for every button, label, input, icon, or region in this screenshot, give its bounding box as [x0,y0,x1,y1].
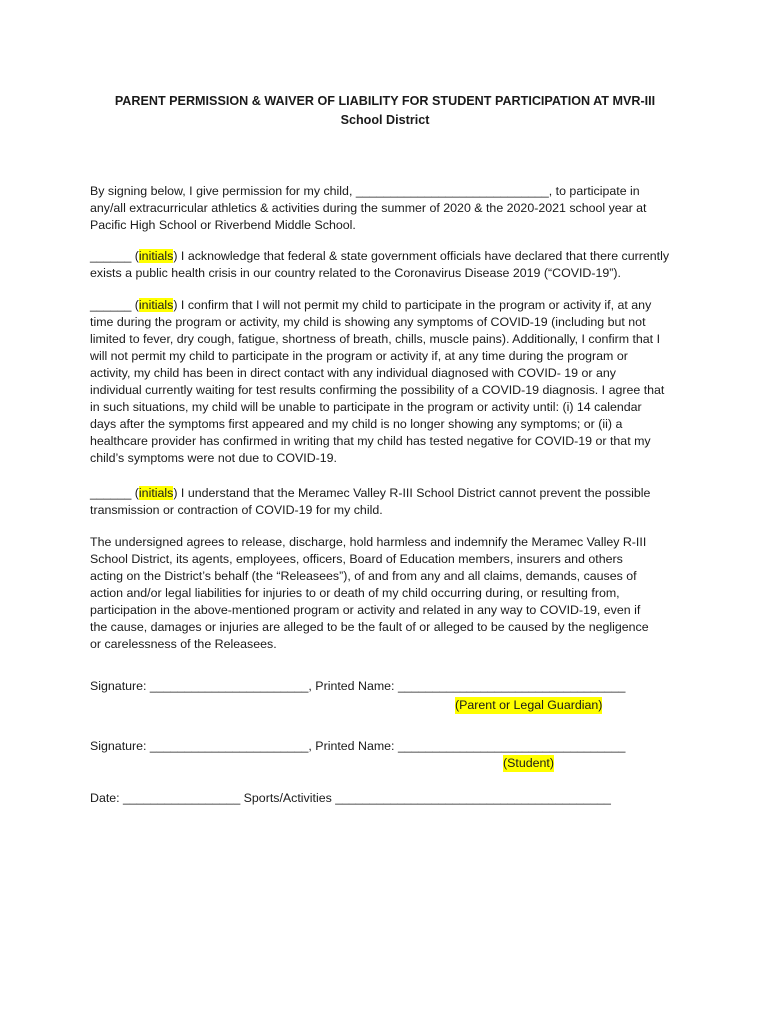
release-line: acting on the District’s behalf (the “Releasees”), of and from any and all claims, demands, causes of [90,569,637,583]
release-line: The undersigned agrees to release, discharge, hold harmless and indemnify the Meramec Valley R-III [90,535,647,549]
initials-blank[interactable]: ______ ( [90,298,139,312]
ack3-text: ) I understand that the Meramec Valley R-III School District cannot prevent the possible [173,486,651,500]
parent-guardian-label: (Parent or Legal Guardian) [455,698,603,712]
ack2-line: will not permit my child to participate in the program or activity if, at any time during the program or [90,349,628,363]
acknowledgement-2 [90,297,690,467]
ack2-line: individual currently waiting for test results confirming the possibility of a COVID-19 diagnosis. I agree that [90,383,665,397]
ack3-first-line [90,485,690,502]
intro-line: Pacific High School or Riverbend Middle School. [90,218,356,232]
ack2-line: child’s symptoms were not due to COVID-19. [90,451,337,465]
ack2-text: ) I confirm that I will not permit my child to participate in the program or activity if, at any [173,298,652,312]
ack2-line: in such situations, my child will be unable to participate in the program or activity until: (i) 14 calendar [90,400,642,414]
ack2-first-line [90,297,690,314]
ack2-line: activity, my child has been in direct contact with any individual diagnosed with COVID- 19 or any [90,366,616,380]
intro-line: any/all extracurricular athletics & activities during the summer of 2020 & the 2020-2021 school year at [90,201,647,215]
initials-highlight: initials [138,298,174,312]
intro-line: By signing below, I give permission for my child, ____________________________, to participate in [90,184,640,198]
initials-highlight: initials [138,249,174,263]
release-line: or carelessness of the Releasees. [90,637,277,651]
date-activities-row[interactable]: Date: _________________ Sports/Activities ________________________________________ [90,791,611,805]
signature-row-student[interactable]: Signature: _______________________, Printed Name: _________________________________ [90,739,626,753]
release-paragraph [90,534,690,653]
acknowledgement-1 [90,248,690,282]
ack1-text: ) I acknowledge that federal & state government officials have declared that there currently [173,249,670,263]
title-line-2: School District [340,113,430,127]
document-title [60,92,710,130]
initials-blank[interactable]: ______ ( [90,249,139,263]
release-line: participation in the above-mentioned program or activity and related in any way to COVID-19, even if [90,603,641,617]
ack2-line: healthcare provider has confirmed in writing that my child has tested negative for COVID-19 or that my [90,434,651,448]
acknowledgement-3 [90,485,690,519]
ack2-line: days after the symptoms first appeared and my child is no longer showing any symptoms; or (ii) a [90,417,623,431]
release-line: action and/or legal liabilities for injuries to or death of my child occurring during, or resulting from, [90,586,620,600]
intro-paragraph [90,183,690,234]
ack2-line: time during the program or activity, my child is showing any symptoms of COVID-19 (including but not [90,315,646,329]
ack3-line: transmission or contraction of COVID-19 for my child. [90,503,383,517]
signature-row-parent[interactable]: Signature: _______________________, Printed Name: _________________________________ [90,679,626,693]
initials-highlight: initials [138,486,174,500]
student-label: (Student) [503,756,554,770]
ack1-first-line [90,248,690,265]
ack2-line: limited to fever, dry cough, fatigue, shortness of breath, chills, muscle pains). Additionally, I confirm that I [90,332,661,346]
release-line: School District, its agents, employees, officers, Board of Education members, insurers and others [90,552,623,566]
initials-blank[interactable]: ______ ( [90,486,139,500]
release-line: the cause, damages or injuries are alleged to be the fault of or alleged to be caused by the negligence [90,620,649,634]
ack1-line: exists a public health crisis in our country related to the Coronavirus Disease 2019 (“COVID-19”). [90,266,621,280]
title-line-1: PARENT PERMISSION & WAIVER OF LIABILITY FOR STUDENT PARTICIPATION AT MVR-III [114,94,656,108]
